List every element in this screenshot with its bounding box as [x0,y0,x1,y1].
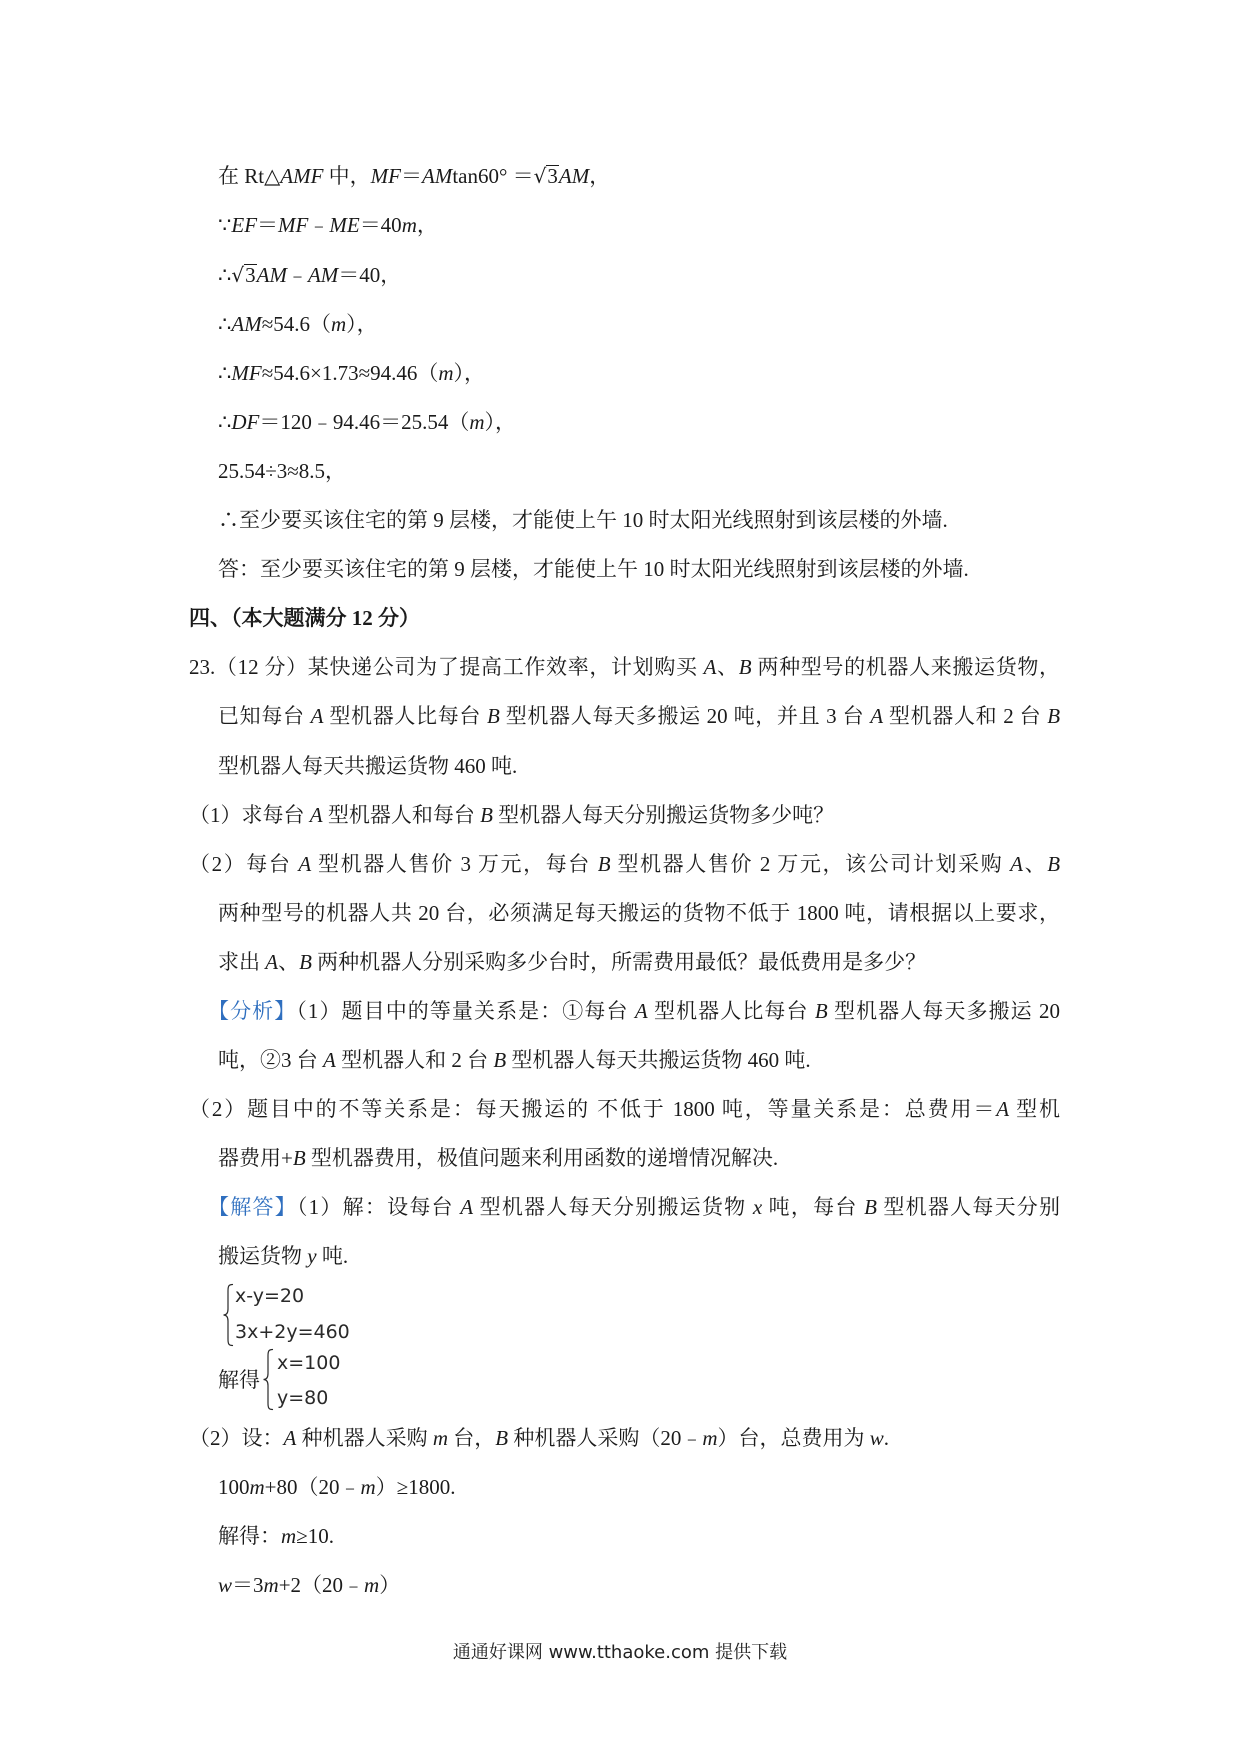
solution-line [218,152,1060,201]
text-run: 型机器人每天分别搬运货物多少吨？ [492,802,835,827]
text-run: ）， [484,409,517,434]
sub-question-2-line [189,840,1060,889]
analysis-line [208,987,1060,1036]
answer-line [218,1512,1060,1561]
text-run: 已知每台 [218,704,311,729]
text-run: 吨. [316,1244,349,1269]
sub-question-1 [189,791,1060,840]
text-run: ﹣ [286,262,308,287]
text-run: ∴ [218,311,232,336]
math-variable: m [281,1523,297,1548]
text-run: 器费用+ [218,1146,293,1171]
math-variable: MF [370,164,401,189]
analysis-line [218,1134,1060,1183]
text-run: （1）解：设每台 [296,1195,461,1220]
equation: 3x+2y=460 [235,1321,350,1343]
text-run: 型机器人售价 3 万元，每台 [311,851,598,876]
analysis-line [218,1036,1060,1085]
text-run: ＝ [400,164,422,189]
text-run: 型机 [1009,1097,1061,1122]
text-run: ， [416,213,438,238]
text-run: ）台，总费用为 [717,1425,870,1450]
text-run: 100 [218,1474,250,1499]
math-variable: m [401,213,417,238]
solution-line [218,201,1060,250]
text-run: ）≥1800. [375,1474,456,1499]
text-run: 型机器人每天多搬运 20 [827,998,1061,1023]
text-run: tan60° ＝ [452,164,534,189]
math-variable: w [218,1572,233,1597]
math-variable: DF [231,409,260,434]
text-run: 中， [323,164,371,189]
text-run: ≈54.6×1.73≈94.46（ [261,360,439,385]
left-brace [222,1283,234,1347]
math-variable: A [634,998,648,1023]
text-run: . [883,1425,890,1450]
section-tag: 【分析】 [208,998,297,1023]
solution-line [218,300,1060,349]
math-variable: A [309,802,323,827]
solved-label: 解得 [218,1368,260,1392]
text-run: 、 [278,949,300,974]
math-variable: B [864,1195,877,1220]
footer-credit: 通通好课网 www.tthaoke.com 提供下载 [452,1642,788,1663]
radicand: 3 [245,262,256,287]
analysis-line [189,1085,1060,1134]
text-run: 两种型号的机器人共 20 台，必须满足每天搬运的货物不低于 1800 吨，请根据以上要求， [218,900,1060,925]
text-run: 吨，②3 台 [218,1048,323,1073]
text-run: ∴至少要买该住宅的第 9 层楼，才能使上午 10 时太阳光线照射到该层楼的外墙. [218,508,948,533]
text-run: 两种机器人分别采购多少台时，所需费用最低？最低费用是多少？ [311,949,927,974]
solution-line [218,398,1060,447]
answer-line [218,1232,1060,1281]
math-variable: x [752,1195,763,1220]
math-variable: AM [231,311,262,336]
text-run: （2）每台 [189,851,299,876]
text-run: 23.（12 分）某快递公司为了提高工作效率，计划购买 [189,655,704,680]
math-variable: A [298,851,312,876]
math-variable: MF [231,360,262,385]
math-variable: B [493,1048,507,1073]
math-variable: w [869,1425,884,1450]
text-run: ∴ [218,409,232,434]
math-variable: m [263,1572,279,1597]
solution-line [218,545,1060,594]
answer-line [218,1463,1060,1512]
math-variable: B [1047,704,1061,729]
text-run: 种机器人采购（20﹣ [508,1425,703,1450]
text-run: 台， [448,1425,496,1450]
math-variable: m [438,360,454,385]
answer-line [208,1183,1060,1232]
math-variable: AM [558,164,590,189]
equation: x-y=20 [235,1285,305,1307]
text-run: ， [589,164,611,189]
math-variable: B [738,655,752,680]
math-variable: A [323,1048,336,1073]
text-run: 型机器费用，极值问题来利用函数的递增情况解决. [305,1146,779,1171]
text-run: 搬运货物 [218,1244,308,1269]
math-variable: A [283,1425,297,1450]
math-variable: B [486,704,500,729]
text-run: ＝3 [232,1572,264,1597]
solution-line [218,447,1060,496]
text-run: （2）设： [189,1425,284,1450]
text-run: ≥10. [296,1523,334,1548]
text-run: 型机器人每天共搬运货物 460 吨. [218,753,518,778]
question-stem-line [218,692,1060,741]
math-variable: AMF [280,164,324,189]
math-variable: B [292,1146,306,1171]
solution-line [218,496,1060,545]
text-run: 解得： [218,1523,281,1548]
math-variable: m [249,1474,265,1499]
text-run: 型机器人每天分别搬运货物 [473,1195,753,1220]
answer-line [189,1414,1060,1463]
solution-line [218,349,1060,398]
text-run: （1）题目中的等量关系是：①每台 [296,998,635,1023]
math-variable: EF [231,213,258,238]
math-variable: A [870,704,884,729]
math-variable: AM [256,262,287,287]
solution-text-block [0,1414,1240,1610]
text-run: ＝40 [359,213,402,238]
text-run: 型机器人每天分别 [876,1195,1061,1220]
text-run: ﹣ [308,213,330,238]
equation: y=80 [277,1387,329,1409]
math-variable: B [814,998,828,1023]
text-run: +80（20﹣ [264,1474,361,1499]
sub-question-2-line [218,938,1060,987]
text-run: ）， [346,311,378,336]
text-run: 型机器人比每台 [323,704,487,729]
text-run: 在 Rt△ [218,164,281,189]
text-run: ）， [453,360,486,385]
math-variable: B [495,1425,509,1450]
math-variable: B [597,851,611,876]
heading-text: 四、（本大题满分 12 分） [189,606,420,631]
question-stem-line [189,643,1060,692]
text-run: 型机器人每天共搬运货物 460 吨. [506,1048,811,1073]
solution-line [218,251,1060,300]
text-run: 、 [716,655,739,680]
text-run: 型机器人和每台 [322,802,481,827]
math-variable: m [330,311,347,336]
math-variable: ME [329,213,360,238]
section-tag: 【解答】 [208,1195,297,1220]
text-run: （2）题目中的不等关系是：每天搬运的 不低于 1800 吨，等量关系是：总费用＝ [189,1097,997,1122]
text-run: 型机器人每天多搬运 20 吨，并且 3 台 [499,704,871,729]
text-run: 型机器人和 2 台 [335,1048,494,1073]
text-run: ＝120﹣94.46＝25.54（ [259,409,470,434]
math-variable: B [480,802,493,827]
text-run: ∵ [218,213,232,238]
text-run: ≈54.6（ [261,311,331,336]
text-run: ∴ [218,360,232,385]
text-run: ＝40， [338,262,402,287]
radical-sign: √ [533,164,547,189]
math-variable: B [1047,851,1061,876]
text-run: 种机器人采购 [296,1425,433,1450]
math-variable: A [996,1097,1010,1122]
question-stem-line [218,742,1060,791]
math-variable: AM [307,262,339,287]
math-variable: A [703,655,717,680]
radical-sign: √ [231,262,245,287]
math-variable: A [265,949,279,974]
text-run: 、 [1022,851,1048,876]
math-variable: y [307,1244,317,1269]
radicand: 3 [547,164,558,189]
math-variable: AM [421,164,453,189]
text-run: 型机器人售价 2 万元，该公司计划采购 [610,851,1011,876]
text-run: 求出 [218,949,266,974]
text-run: 两种型号的机器人来搬运货物， [751,655,1061,680]
math-variable: m [360,1474,376,1499]
math-variable: A [1010,851,1023,876]
math-variable: A [310,704,324,729]
math-variable: m [702,1425,718,1450]
text-run: ） [379,1572,401,1597]
math-variable: m [469,409,485,434]
equation: x=100 [277,1352,341,1374]
answer-line [218,1561,1060,1610]
text-run: 25.54÷3≈8.5， [218,458,347,483]
text-run: 型机器人和 2 台 [883,704,1048,729]
section-heading [189,594,1060,643]
math-variable: MF [278,213,309,238]
text-run: ∴ [218,262,232,287]
math-variable: A [460,1195,474,1220]
text-run: 答：至少要买该住宅的第 9 层楼，才能使上午 10 时太阳光线照射到该层楼的外墙. [218,557,969,582]
text-run: +2（20﹣ [278,1572,365,1597]
math-variable: B [299,949,312,974]
math-variable: m [364,1572,380,1597]
text-run: （1）求每台 [189,802,310,827]
sub-question-2-line [218,889,1060,938]
math-variable: m [432,1425,448,1450]
text-run: 吨，每台 [762,1195,865,1220]
text-run: 型机器人比每台 [647,998,815,1023]
left-brace [262,1348,274,1411]
solution-text-block [0,152,1240,1281]
text-run: ＝ [257,213,279,238]
